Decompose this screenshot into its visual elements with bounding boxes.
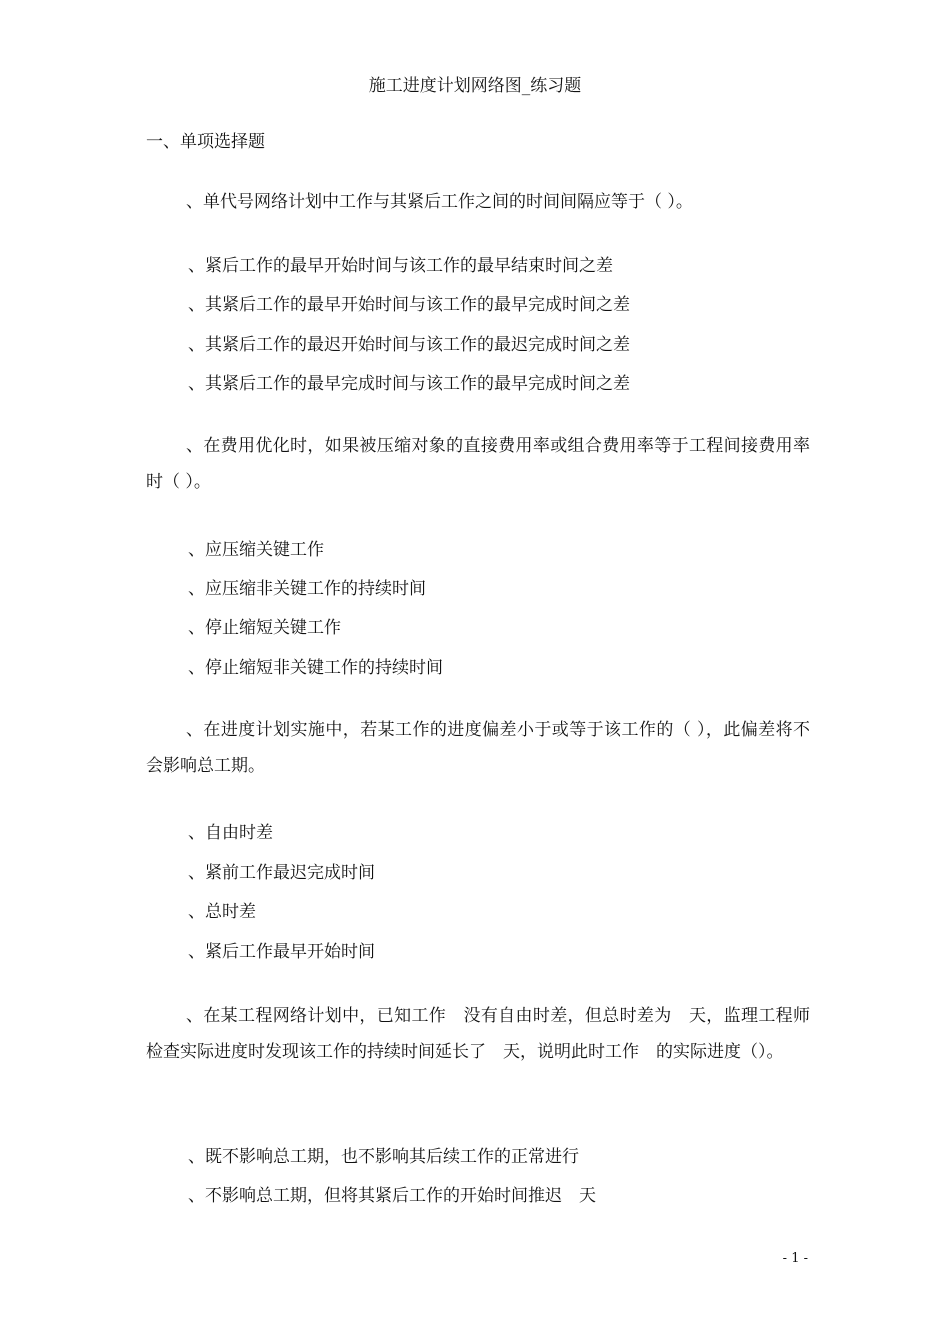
question-2-option-d: 、停止缩短非关键工作的持续时间 xyxy=(188,658,443,678)
question-2-option-b: 、应压缩非关键工作的持续时间 xyxy=(188,579,426,599)
document-title: 施工进度计划网络图_练习题 xyxy=(368,76,582,96)
question-1-option-b: 、其紧后工作的最早开始时间与该工作的最早完成时间之差 xyxy=(188,295,630,315)
question-1-option-c: 、其紧后工作的最迟开始时间与该工作的最迟完成时间之差 xyxy=(188,335,630,355)
question-4: 、在某工程网络计划中，已知工作 没有自由时差，但总时差为 天，监理工程师检查实际进度时发现该工作的持续时间延长了 天，说明此时工作 的实际进度（）。 xyxy=(146,1006,810,1062)
question-2: 、在费用优化时，如果被压缩对象的直接费用率或组合费用率等于工程间接费用率时（ ）。 xyxy=(146,436,810,492)
question-1-option-d: 、其紧后工作的最早完成时间与该工作的最早完成时间之差 xyxy=(188,374,630,394)
section-heading: 一、单项选择题 xyxy=(146,132,265,152)
page-number: - 1 - xyxy=(782,1251,808,1266)
question-3-option-b: 、紧前工作最迟完成时间 xyxy=(188,863,375,883)
question-2-option-c: 、停止缩短关键工作 xyxy=(188,618,341,638)
question-4-option-a: 、既不影响总工期，也不影响其后续工作的正常进行 xyxy=(188,1147,579,1167)
question-3-option-c: 、总时差 xyxy=(188,902,256,922)
question-4-option-b: 、不影响总工期，但将其紧后工作的开始时间推迟 天 xyxy=(188,1186,596,1206)
question-3-option-d: 、紧后工作最早开始时间 xyxy=(188,942,375,962)
question-1-option-a: 、紧后工作的最早开始时间与该工作的最早结束时间之差 xyxy=(188,256,613,276)
question-2-option-a: 、应压缩关键工作 xyxy=(188,540,324,560)
question-1: 、单代号网络计划中工作与其紧后工作之间的时间间隔应等于（ ）。 xyxy=(186,192,693,212)
question-3: 、在进度计划实施中，若某工作的进度偏差小于或等于该工作的（ ），此偏差将不会影响总工期。 xyxy=(146,720,810,776)
question-3-option-a: 、自由时差 xyxy=(188,823,273,843)
